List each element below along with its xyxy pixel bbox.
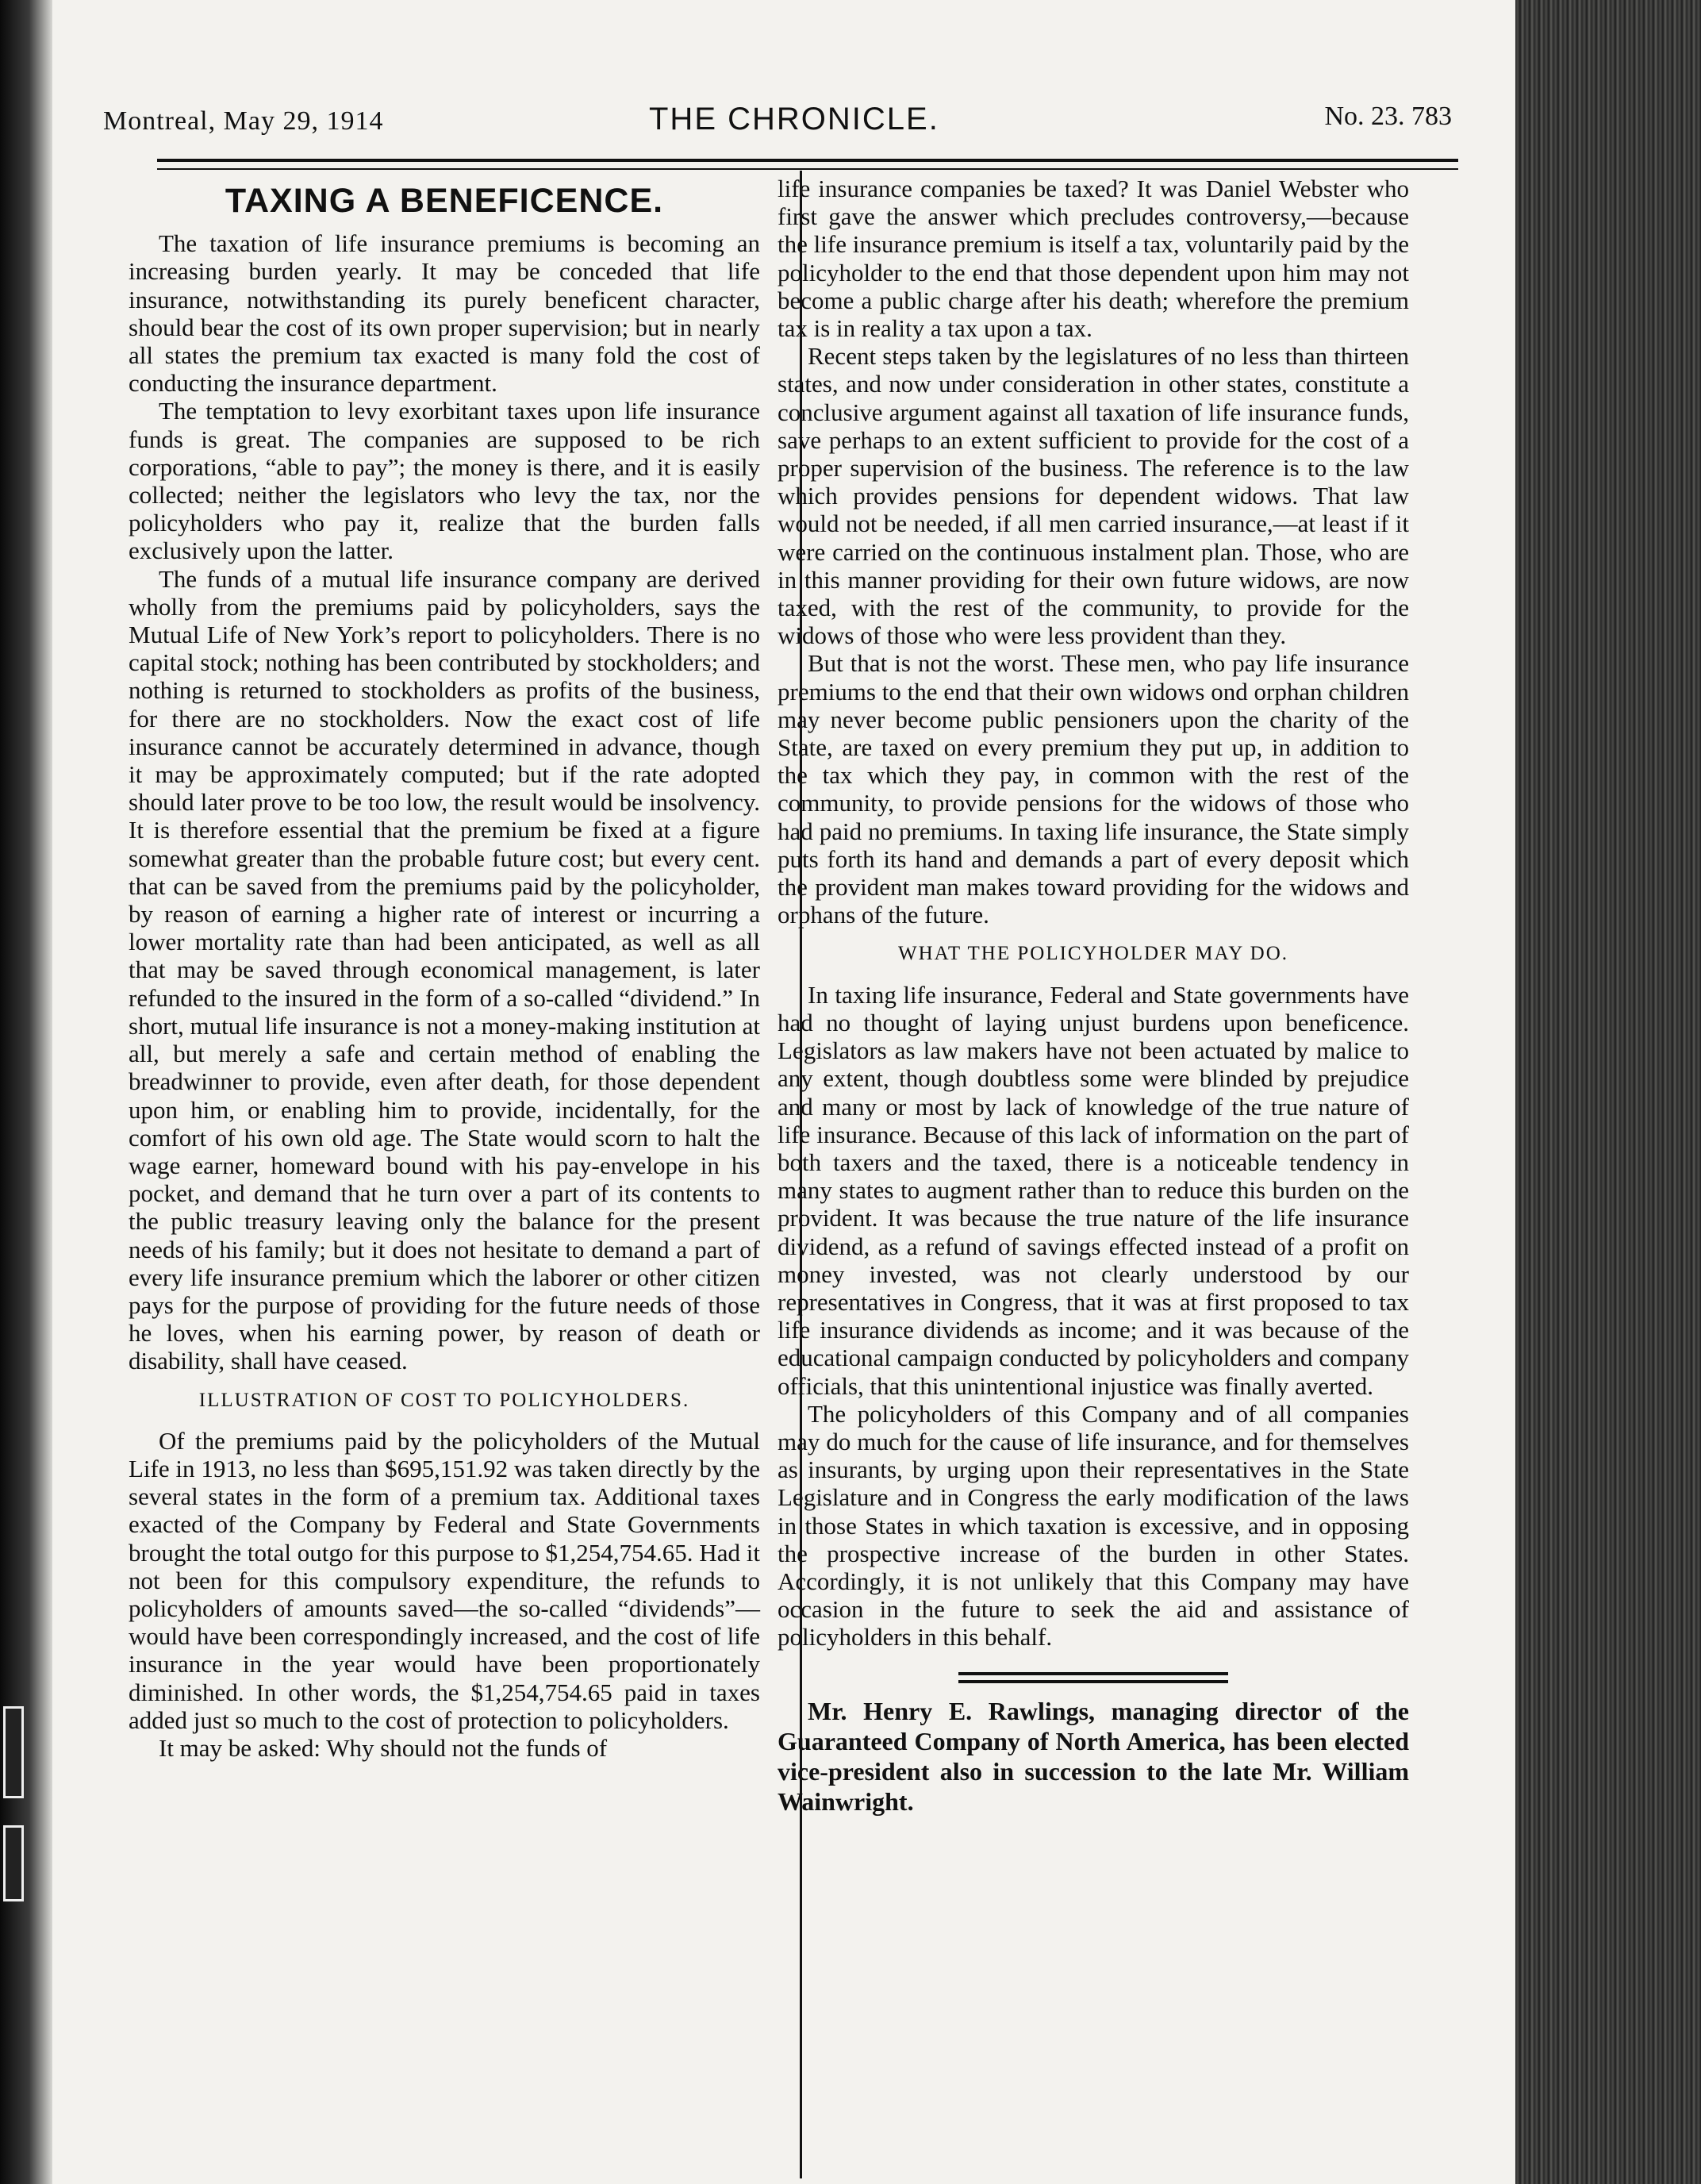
running-header [103, 102, 1452, 149]
article-paragraph: Recent steps taken by the legislatures of no less than thirteen states, and now under consideration in other states, constitute a conclusive argument against all taxation of life insurance funds, save perhaps to an extent sufficient to provide for the cost of a proper supervision of the business. The reference is to the law which provides pensions for dependent widows. That law would not be needed, if all men carried insurance,—at least if it were carried on the continuous instalment plan. Those, who are in this manner providing for their own future widows, are now taxed, with the rest of the community, to provide for the widows of those who were less provident than they. [778, 342, 1409, 650]
page-tab [3, 1825, 24, 1901]
section-subhead: WHAT THE POLICYHOLDER MAY DO. [897, 943, 1289, 965]
page-tab [3, 1706, 24, 1798]
section-subhead: ILLUSTRATION OF COST TO POLICYHOLDERS. [198, 1389, 690, 1411]
header-rule-thick [157, 159, 1458, 162]
header-issue-page: No. 23. 783 [1324, 102, 1452, 131]
newspaper-page [52, 0, 1515, 2184]
left-page-edge [0, 0, 52, 2184]
article-paragraph: In taxing life insurance, Federal and State governments have had no thought of laying unjust burdens upon beneficence. Legislators as law makers have not been actuated by malice to any extent, though doubtless some were blinded by prejudice and many or most by lack of knowledge of the true nature of life insurance. Because of this lack of information on the part of both taxers and the taxed, there is a noticeable tendency in many states to augment rather than to reduce this burden on the provident. It was because the true nature of the life insurance dividend, as a refund of savings effected instead of a profit on money invested, was not clearly understood by our representatives in Congress, that it was at first proposed to tax life insurance dividends as income; and it was because of the educational campaign conducted by policyholders and company officials, that this unintentional injustice was finally averted. [778, 980, 1409, 1400]
article-title: TAXING A BENEFICENCE. [225, 182, 664, 220]
right-column [778, 175, 1409, 1817]
header-publication-title: THE CHRONICLE. [649, 102, 939, 136]
article-paragraph: The temptation to levy exorbitant taxes upon life insurance funds is great. The companies are supposed to be rich corporations, “able to pay”; the money is there, and it is easily collected; neither the legislators who levy the tax, nor the policyholders who pay it, realize that the burden falls exclusively upon the latter. [129, 397, 760, 565]
book-page-edges [1515, 0, 1701, 2184]
article-paragraph: It may be asked: Why should not the funds of [159, 1733, 608, 1762]
left-column [129, 175, 760, 1762]
article-paragraph: The funds of a mutual life insurance company are derived wholly from the premiums paid by policyholders, says the Mutual Life of New York’s report to policyholders. There is no capital stock; nothing has been contributed by stockholders; and nothing is returned to stockholders as profits of the business, for there are no stockholders. Now the exact cost of life insurance cannot be accurately determined in advance, though it may be approximately computed; but if the rate adopted should later prove to be too low, the result would be insolvency. It is therefore essential that the premium be fixed at a figure somewhat greater than the probable future cost; but every cent. that can be saved from the premiums paid by the policyholder, by reason of earning a higher rate of interest or incurring a lower mortality rate than had been anticipated, as well as all that may be saved through economical management, is later refunded to the insured in the form of a so-called “dividend.” In short, mutual life insurance is not a money-making institution at all, but merely a safe and certain method of enabling the breadwinner to provide, even after death, for those dependent upon him, or enabling him to provide, incidentally, for the comfort of his own old age. The State would scorn to halt the wage earner, homeward bound with his pay-envelope in his pocket, and demand that he turn over a part of its contents to the public treasury leaving only the balance for the present needs of his family; but it does not hesitate to demand a part of every life insurance premium which the laborer or other citizen pays for the purpose of providing for the future needs of those he loves, when his earning power, by reason of death or disability, shall have ceased. [129, 564, 760, 1375]
article-paragraph: life insurance companies be taxed? It was Daniel Webster who first gave the answer which precludes controversy,—because the life insurance premium is itself a tax, voluntarily paid by the policyholder to the end that those dependent upon him may not become a public charge after his death; wherefore the premium tax is in reality a tax upon a tax. [778, 175, 1409, 343]
header-rule-thin [157, 168, 1458, 170]
header-dateline: Montreal, May 29, 1914 [103, 106, 384, 136]
section-divider [958, 1672, 1228, 1683]
news-notice: Mr. Henry E. Rawlings, managing director of the Guaranteed Company of North America, has been elected vice-president also in succession to the late Mr. William Wainwright. [778, 1696, 1409, 1816]
article-paragraph: The taxation of life insurance premiums is becoming an increasing burden yearly. It may be conceded that life insurance, notwithstanding its purely beneficent character, should bear the cost of its own proper supervision; but in nearly all states the premium tax exacted is many fold the cost of conducting the insurance department. [129, 229, 760, 398]
article-paragraph: The policyholders of this Company and of all companies may do much for the cause of life insurance, and for themselves as insurants, by urging upon their representatives in the State Legislature and in Congress the early modification of the laws in those States in which taxation is excessive, and in opposing the prospective increase of the burden in other States. Accordingly, it is not unlikely that this Company may have occasion in the future to seek the aid and assistance of policyholders in this behalf. [778, 1399, 1409, 1651]
article-paragraph: But that is not the worst. These men, who pay life insurance premiums to the end that their own widows ond orphan children may never become public pensioners upon the charity of the State, are taxed on every premium they put up, in addition to the tax which they pay, in common with the rest of the community, to provide pensions for the widows of those who had paid no premiums. In taxing life insurance, the State simply puts forth its hand and demands a part of every deposit which the provident man makes toward providing for the widows and orphans of the future. [778, 649, 1409, 929]
article-paragraph: Of the premiums paid by the policyholders of the Mutual Life in 1913, no less than $695,151.92 was taken directly by the several states in the form of a premium tax. Additional taxes exacted of the Company by Federal and State Governments brought the total outgo for this purpose to $1,254,754.65. Had it not been for this compulsory expenditure, the refunds to policyholders of amounts saved—the so-called “dividends”—would have been correspondingly increased, and the cost of life insurance in the year would have been proportionately diminished. In other words, the $1,254,754.65 paid in taxes added just so much to the cost of protection to policyholders. [129, 1426, 760, 1734]
